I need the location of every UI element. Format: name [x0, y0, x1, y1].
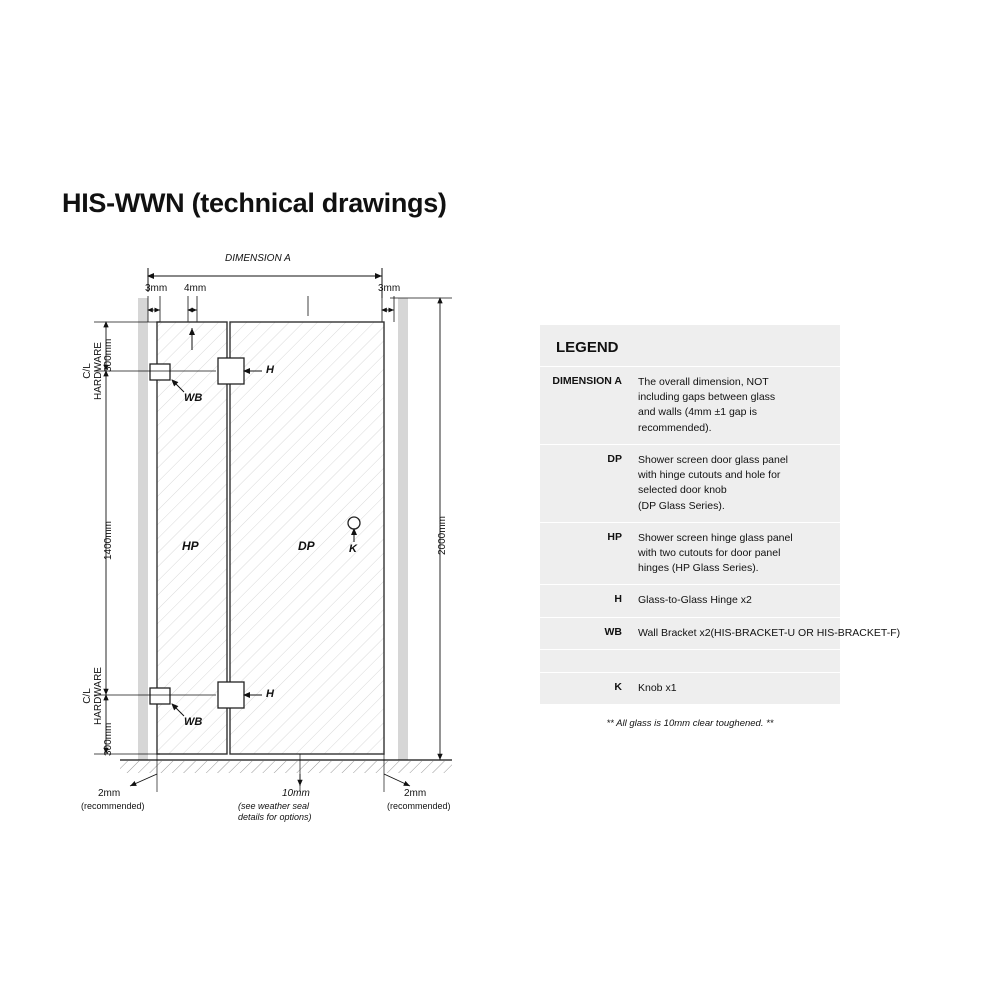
- legend-value: Wall Bracket x2(HIS-BRACKET-U OR HIS-BRACKET-F): [638, 626, 901, 639]
- shower-screen-drawing-svg: [60, 240, 500, 840]
- cl-hardware-bottom-label: C/L HARDWARE: [82, 667, 104, 725]
- cl-hardware-top-label: C/L HARDWARE: [82, 342, 104, 400]
- legend-value: Glass-to-Glass Hinge x2: [638, 594, 752, 607]
- dim-1400mm: 1400mm: [103, 521, 114, 560]
- legend-key: DP: [607, 452, 622, 465]
- label-knob: K: [349, 543, 357, 555]
- legend-row: [540, 366, 840, 444]
- gap-label-right: 3mm: [378, 283, 401, 294]
- legend-row-spacer: [540, 649, 840, 672]
- dim-2000mm: 2000mm: [437, 516, 448, 555]
- label-hp: HP: [182, 539, 199, 553]
- bottom-note-center-sub: (see weather seal details for options): [238, 801, 312, 823]
- bottom-note-right-sub: (recommended): [387, 801, 451, 811]
- gap-label-left: 3mm: [145, 283, 168, 294]
- page-title: HIS-WWN (technical drawings): [62, 188, 447, 218]
- legend-footer: [540, 704, 840, 741]
- legend-key: [540, 650, 632, 666]
- label-hinge-top: H: [266, 364, 274, 376]
- technical-drawing: [60, 240, 500, 840]
- legend-key: HP: [607, 530, 622, 543]
- legend-row: [540, 444, 840, 522]
- bottom-note-center-value: 10mm: [282, 788, 310, 799]
- legend-key: H: [614, 593, 622, 606]
- legend-value: [632, 650, 644, 666]
- legend-row: [540, 522, 840, 585]
- label-wall-bracket-top: WB: [184, 392, 203, 404]
- dim-300mm-top: 300mm: [103, 338, 114, 372]
- legend-value: Knob x1: [638, 681, 677, 694]
- legend-value: The overall dimension, NOT including gaps between glass and walls (4mm ±1 gap is recommended).: [638, 376, 776, 434]
- legend-key: K: [614, 680, 622, 693]
- legend-row: [540, 617, 901, 649]
- legend-row: [540, 672, 840, 704]
- legend-key: WB: [604, 625, 622, 638]
- legend-value: Shower screen hinge glass panel with two cutouts for door panel hinges (HP Glass Series).: [638, 531, 793, 575]
- legend-note: ** All glass is 10mm clear toughened. **: [540, 704, 840, 741]
- legend-title: LEGEND: [556, 339, 619, 356]
- bottom-note-left-sub: (recommended): [81, 801, 145, 811]
- legend-key: DIMENSION A: [552, 375, 622, 387]
- label-dp: DP: [298, 539, 315, 553]
- legend-panel: [540, 325, 901, 741]
- label-hinge-bottom: H: [266, 688, 274, 700]
- legend-row: [540, 584, 840, 616]
- gap-label-center: 4mm: [184, 283, 207, 294]
- label-wall-bracket-bottom: WB: [184, 716, 203, 728]
- dimension-a-label: DIMENSION A: [225, 253, 291, 264]
- dim-300mm-bottom: 300mm: [103, 722, 114, 756]
- bottom-note-left-value: 2mm: [98, 788, 121, 799]
- legend-value: Shower screen door glass panel with hinge cutouts and hole for selected door knob (DP Glass Series).: [638, 453, 789, 512]
- bottom-note-right-value: 2mm: [404, 788, 427, 799]
